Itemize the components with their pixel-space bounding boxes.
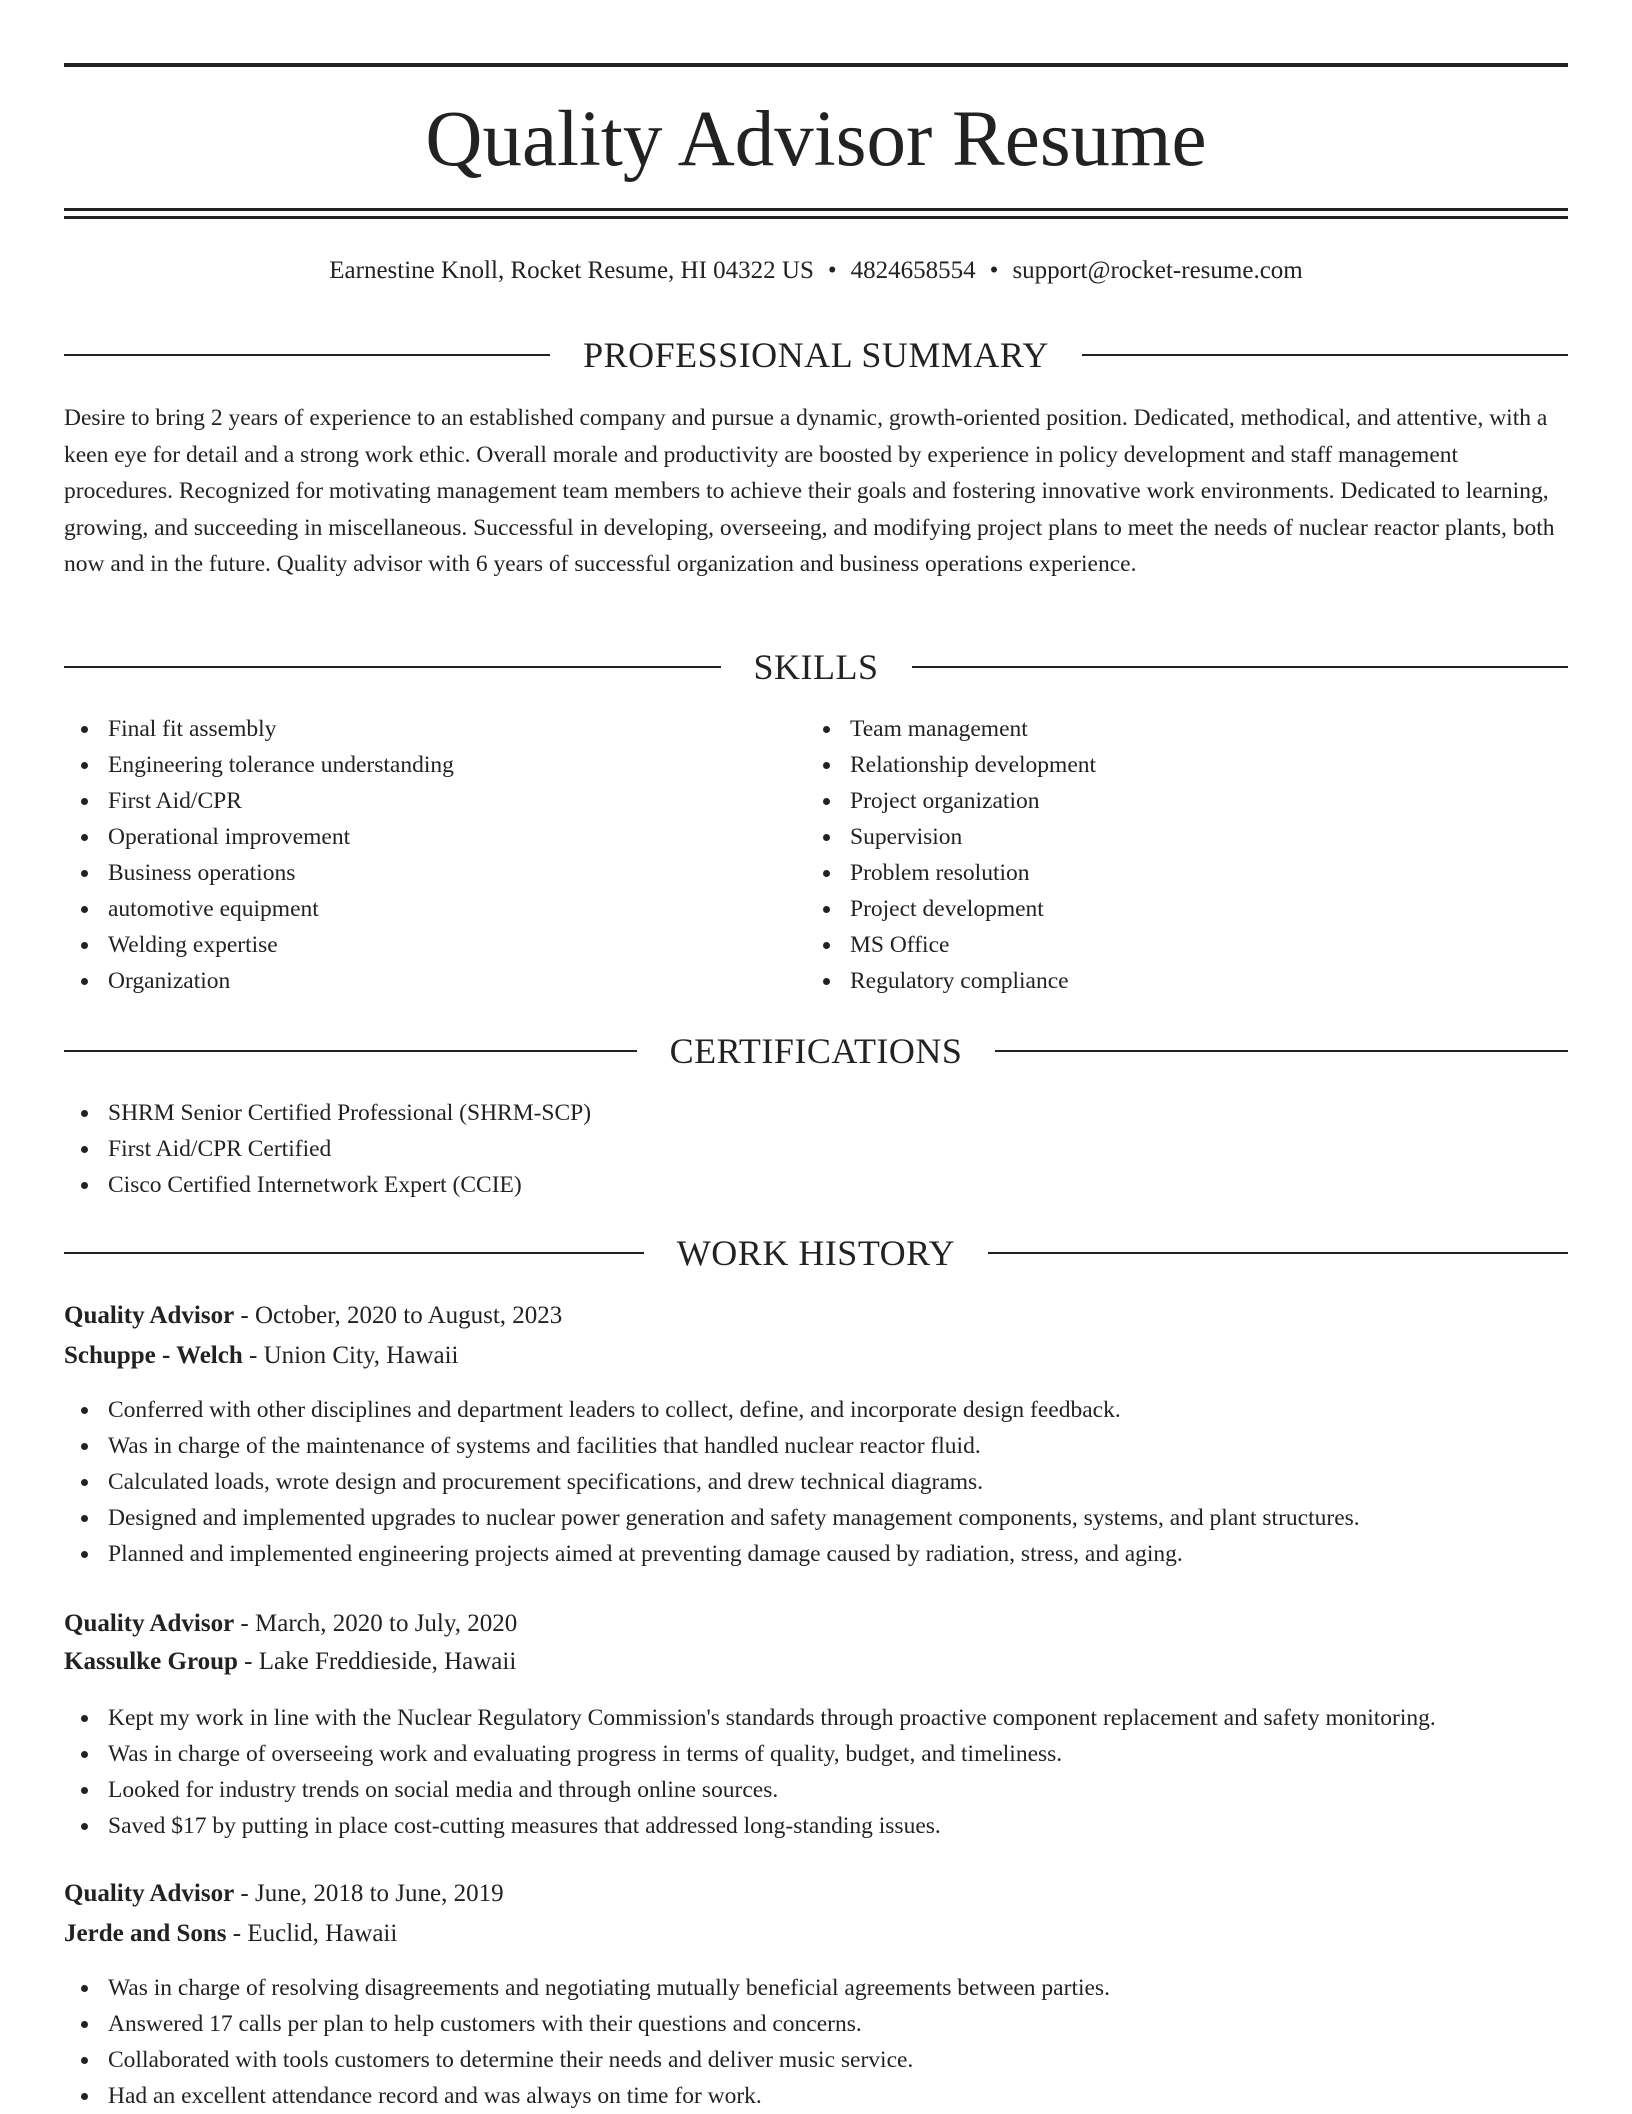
job-location: - Lake Freddieside, Hawaii [237,1648,517,1675]
contact-address: Earnestine Knoll, Rocket Resume, HI 04322 US [329,257,814,284]
skill-item: Regulatory compliance [806,963,1096,999]
skills-heading [64,645,1568,689]
job-company: Kassulke Group [64,1648,238,1675]
certification-item: First Aid/CPR Certified [64,1131,591,1167]
skills-list-left [64,711,454,999]
job-bullet: Collaborated with tools customers to determine their needs and deliver music service. [64,2042,1110,2078]
skill-item: Welding expertise [64,927,454,963]
job-company: Jerde and Sons [64,1920,227,1947]
heading-rule-left [64,666,721,668]
skill-item: Project organization [806,783,1096,819]
job-bullets [64,1970,1110,2114]
job-title: Quality Advisor [64,1610,235,1637]
job-company: Schuppe - Welch [64,1342,243,1369]
job-company-line [64,1916,397,1952]
skill-item: Operational improvement [64,819,454,855]
skill-item: automotive equipment [64,891,454,927]
top-rule [64,63,1568,67]
heading-rule-right [988,1252,1568,1254]
job-bullet: Was in charge of the maintenance of systems and facilities that handled nuclear reactor fluid. [64,1428,1360,1464]
skills-list-right [806,711,1096,999]
heading-rule-left [64,1252,644,1254]
work-history-heading-label: WORK HISTORY [676,1233,956,1273]
contact-separator: • [989,257,999,284]
certification-item: SHRM Senior Certified Professional (SHRM-SCP) [64,1095,591,1131]
skill-item: Engineering tolerance understanding [64,747,454,783]
job-bullets [64,1392,1360,1572]
job-location: - Euclid, Hawaii [226,1920,398,1947]
title-rule-upper [64,208,1568,211]
summary-heading [64,333,1568,377]
skill-item: MS Office [806,927,1096,963]
heading-rule-right [995,1050,1568,1052]
job-dates: - October, 2020 to August, 2023 [234,1302,563,1329]
resume-title: Quality Advisor Resume [425,96,1207,183]
title-rule-lower [64,216,1568,219]
job-company-line [64,1338,458,1374]
contact-separator: • [827,257,837,284]
skill-item: Final fit assembly [64,711,454,747]
job-bullet: Conferred with other disciplines and department leaders to collect, define, and incorporate design feedback. [64,1392,1360,1428]
job-bullet: Designed and implemented upgrades to nuclear power generation and safety management components, systems, and plant structures. [64,1500,1360,1536]
heading-rule-left [64,1050,637,1052]
skills-heading-label: SKILLS [753,647,879,687]
skill-item: Problem resolution [806,855,1096,891]
job-title: Quality Advisor [64,1302,235,1329]
work-history-heading [64,1231,1568,1275]
job-bullet: Was in charge of overseeing work and evaluating progress in terms of quality, budget, and timeliness. [64,1736,1436,1772]
contact-email: support@rocket-resume.com [1012,257,1303,284]
job-location: - Union City, Hawaii [242,1342,459,1369]
skill-item: Business operations [64,855,454,891]
job-bullet: Looked for industry trends on social media and through online sources. [64,1772,1436,1808]
skill-item: Relationship development [806,747,1096,783]
contact-line [64,253,1568,289]
summary-text: Desire to bring 2 years of experience to an established company and pursue a dynamic, growth-oriented position. Dedicated, methodical, and attentive, with a keen eye for detail and a strong work ethic. Overall morale and productivity are boosted by experience in policy development and staff management procedures. Recognized for motivating management team members to achieve their goals and fostering innovative work environments. Dedicated to learning, growing, and succeeding in miscellaneous. Successful in developing, overseeing, and modifying project plans to meet the needs of nuclear reactor plants, both now and in the future. Quality advisor with 6 years of successful organization and business operations experience. [64,405,1555,577]
summary-heading-label: PROFESSIONAL SUMMARY [583,335,1049,375]
job-title-line [64,1606,517,1642]
job-title: Quality Advisor [64,1880,235,1907]
contact-phone: 4824658554 [850,257,976,284]
skill-item: Project development [806,891,1096,927]
skill-item: First Aid/CPR [64,783,454,819]
certification-item: Cisco Certified Internetwork Expert (CCIE) [64,1167,591,1203]
job-bullet: Calculated loads, wrote design and procurement specifications, and drew technical diagrams. [64,1464,1360,1500]
heading-rule-right [1082,354,1568,356]
certifications-list [64,1095,591,1203]
job-bullet: Saved $17 by putting in place cost-cutting measures that addressed long-standing issues. [64,1808,1436,1844]
job-title-line [64,1298,562,1334]
job-dates: - March, 2020 to July, 2020 [234,1610,518,1637]
job-title-line [64,1876,504,1912]
heading-rule-right [912,666,1569,668]
heading-rule-left [64,354,550,356]
job-company-line [64,1644,516,1680]
job-dates: - June, 2018 to June, 2019 [234,1880,504,1907]
job-bullet: Planned and implemented engineering projects aimed at preventing damage caused by radiation, stress, and aging. [64,1536,1360,1572]
job-bullet: Was in charge of resolving disagreements and negotiating mutually beneficial agreements between parties. [64,1970,1110,2006]
certifications-heading-label: CERTIFICATIONS [669,1031,963,1071]
skill-item: Team management [806,711,1096,747]
skill-item: Organization [64,963,454,999]
skill-item: Supervision [806,819,1096,855]
job-bullet: Answered 17 calls per plan to help customers with their questions and concerns. [64,2006,1110,2042]
job-bullets [64,1700,1436,1844]
job-bullet: Had an excellent attendance record and was always on time for work. [64,2078,1110,2114]
certifications-heading [64,1029,1568,1073]
job-bullet: Kept my work in line with the Nuclear Regulatory Commission's standards through proactive component replacement and safety monitoring. [64,1700,1436,1736]
